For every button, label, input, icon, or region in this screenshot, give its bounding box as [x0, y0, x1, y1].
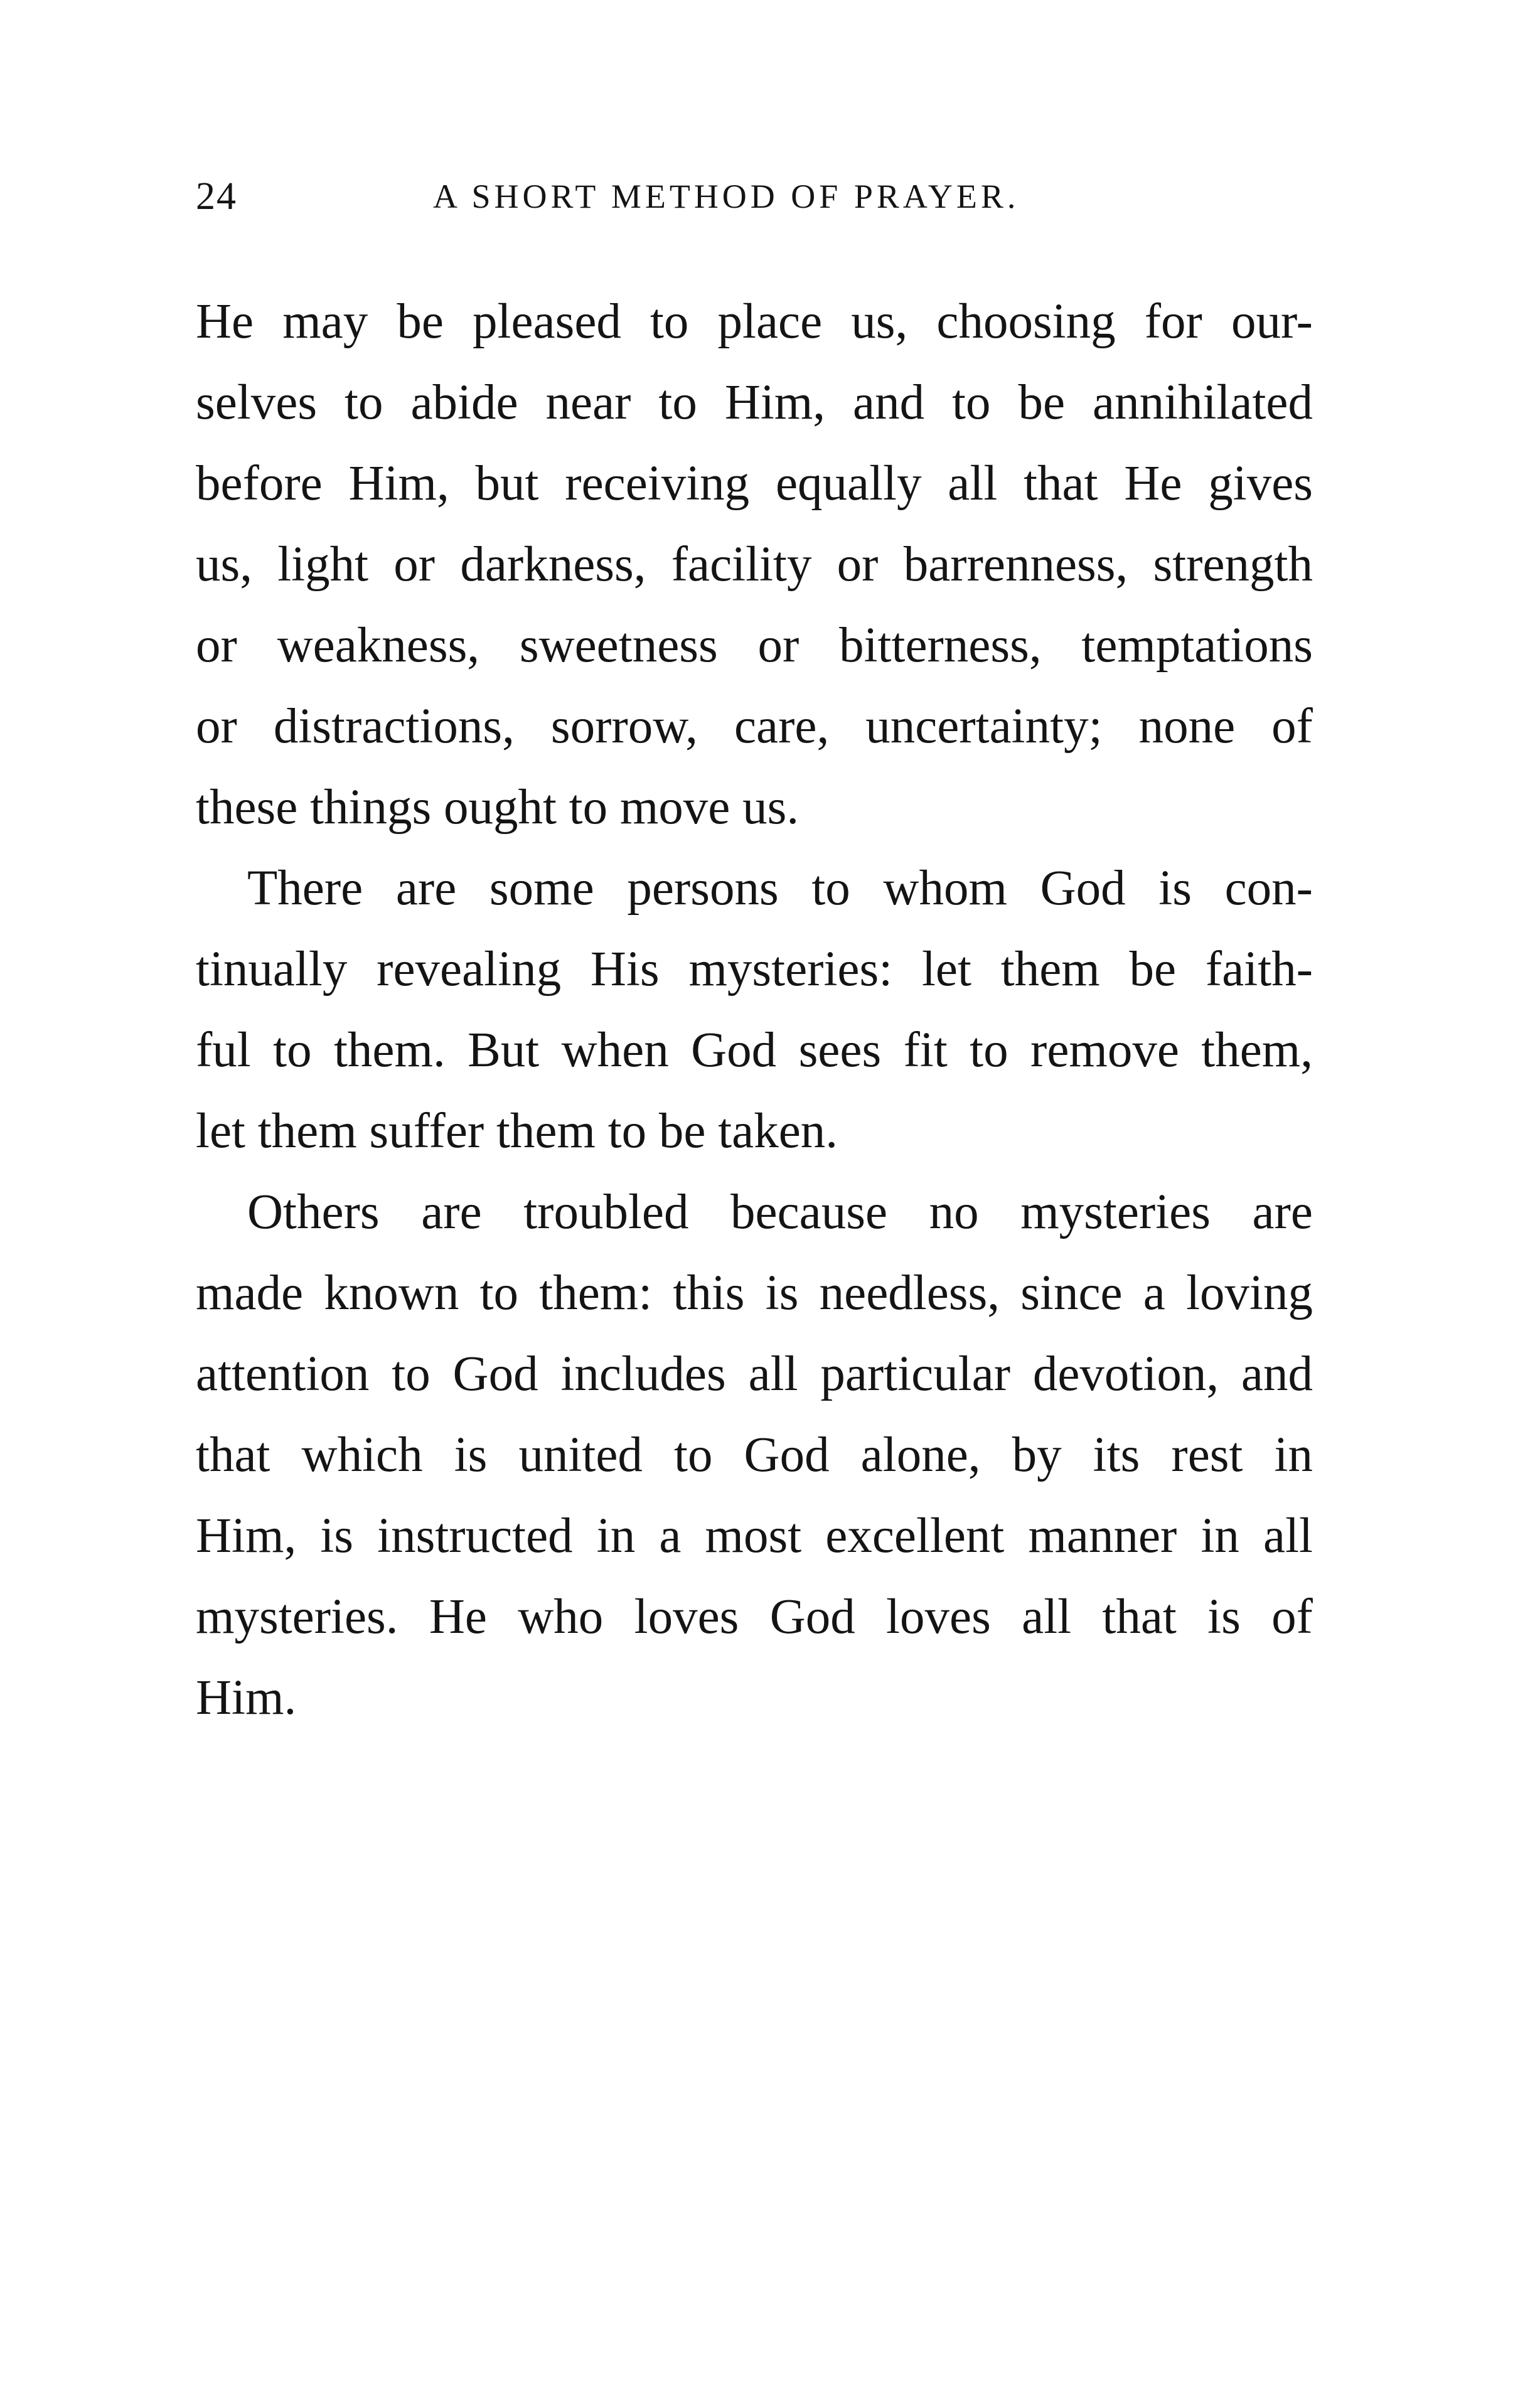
running-head: [196, 168, 1313, 225]
text-line: tinually revealing His mysteries: let them be faith-: [196, 942, 1313, 997]
text-line: before Him, but receiving equally all that He gives: [196, 456, 1313, 511]
paragraph-2: [196, 848, 1313, 1172]
text-line: mysteries. He who loves God loves all that is of: [196, 1590, 1313, 1644]
text-line: or weakness, sweetness or bitterness, temptations: [196, 618, 1313, 673]
text-line: Him, is instructed in a most excellent manner in all: [196, 1509, 1313, 1563]
text-line: let them suffer them to be taken.: [196, 1104, 838, 1158]
text-line: ful to them. But when God sees fit to remove them,: [196, 1023, 1313, 1078]
text-line: attention to God includes all particular devotion, and: [196, 1347, 1313, 1401]
text-line: or distractions, sorrow, care, uncertainty; none of: [196, 699, 1313, 754]
text-line: He may be pleased to place us, choosing for our-: [196, 294, 1313, 349]
page-number: 24: [196, 175, 237, 218]
paragraph-3: [196, 1172, 1313, 1738]
text-line: There are some persons to whom God is con-: [247, 861, 1313, 916]
text-line: Others are troubled because no mysteries are: [247, 1185, 1313, 1239]
body-text: [196, 281, 1313, 1738]
text-line: us, light or darkness, facility or barrenness, strength: [196, 537, 1313, 592]
running-title: A SHORT METHOD OF PRAYER.: [433, 178, 1020, 215]
text-line: Him.: [196, 1671, 297, 1725]
paragraph-1: [196, 281, 1313, 848]
text-line: that which is united to God alone, by its rest in: [196, 1428, 1313, 1482]
text-line: selves to abide near to Him, and to be annihilated: [196, 375, 1313, 430]
text-line: these things ought to move us.: [196, 780, 799, 835]
text-line: made known to them: this is needless, since a loving: [196, 1266, 1313, 1320]
